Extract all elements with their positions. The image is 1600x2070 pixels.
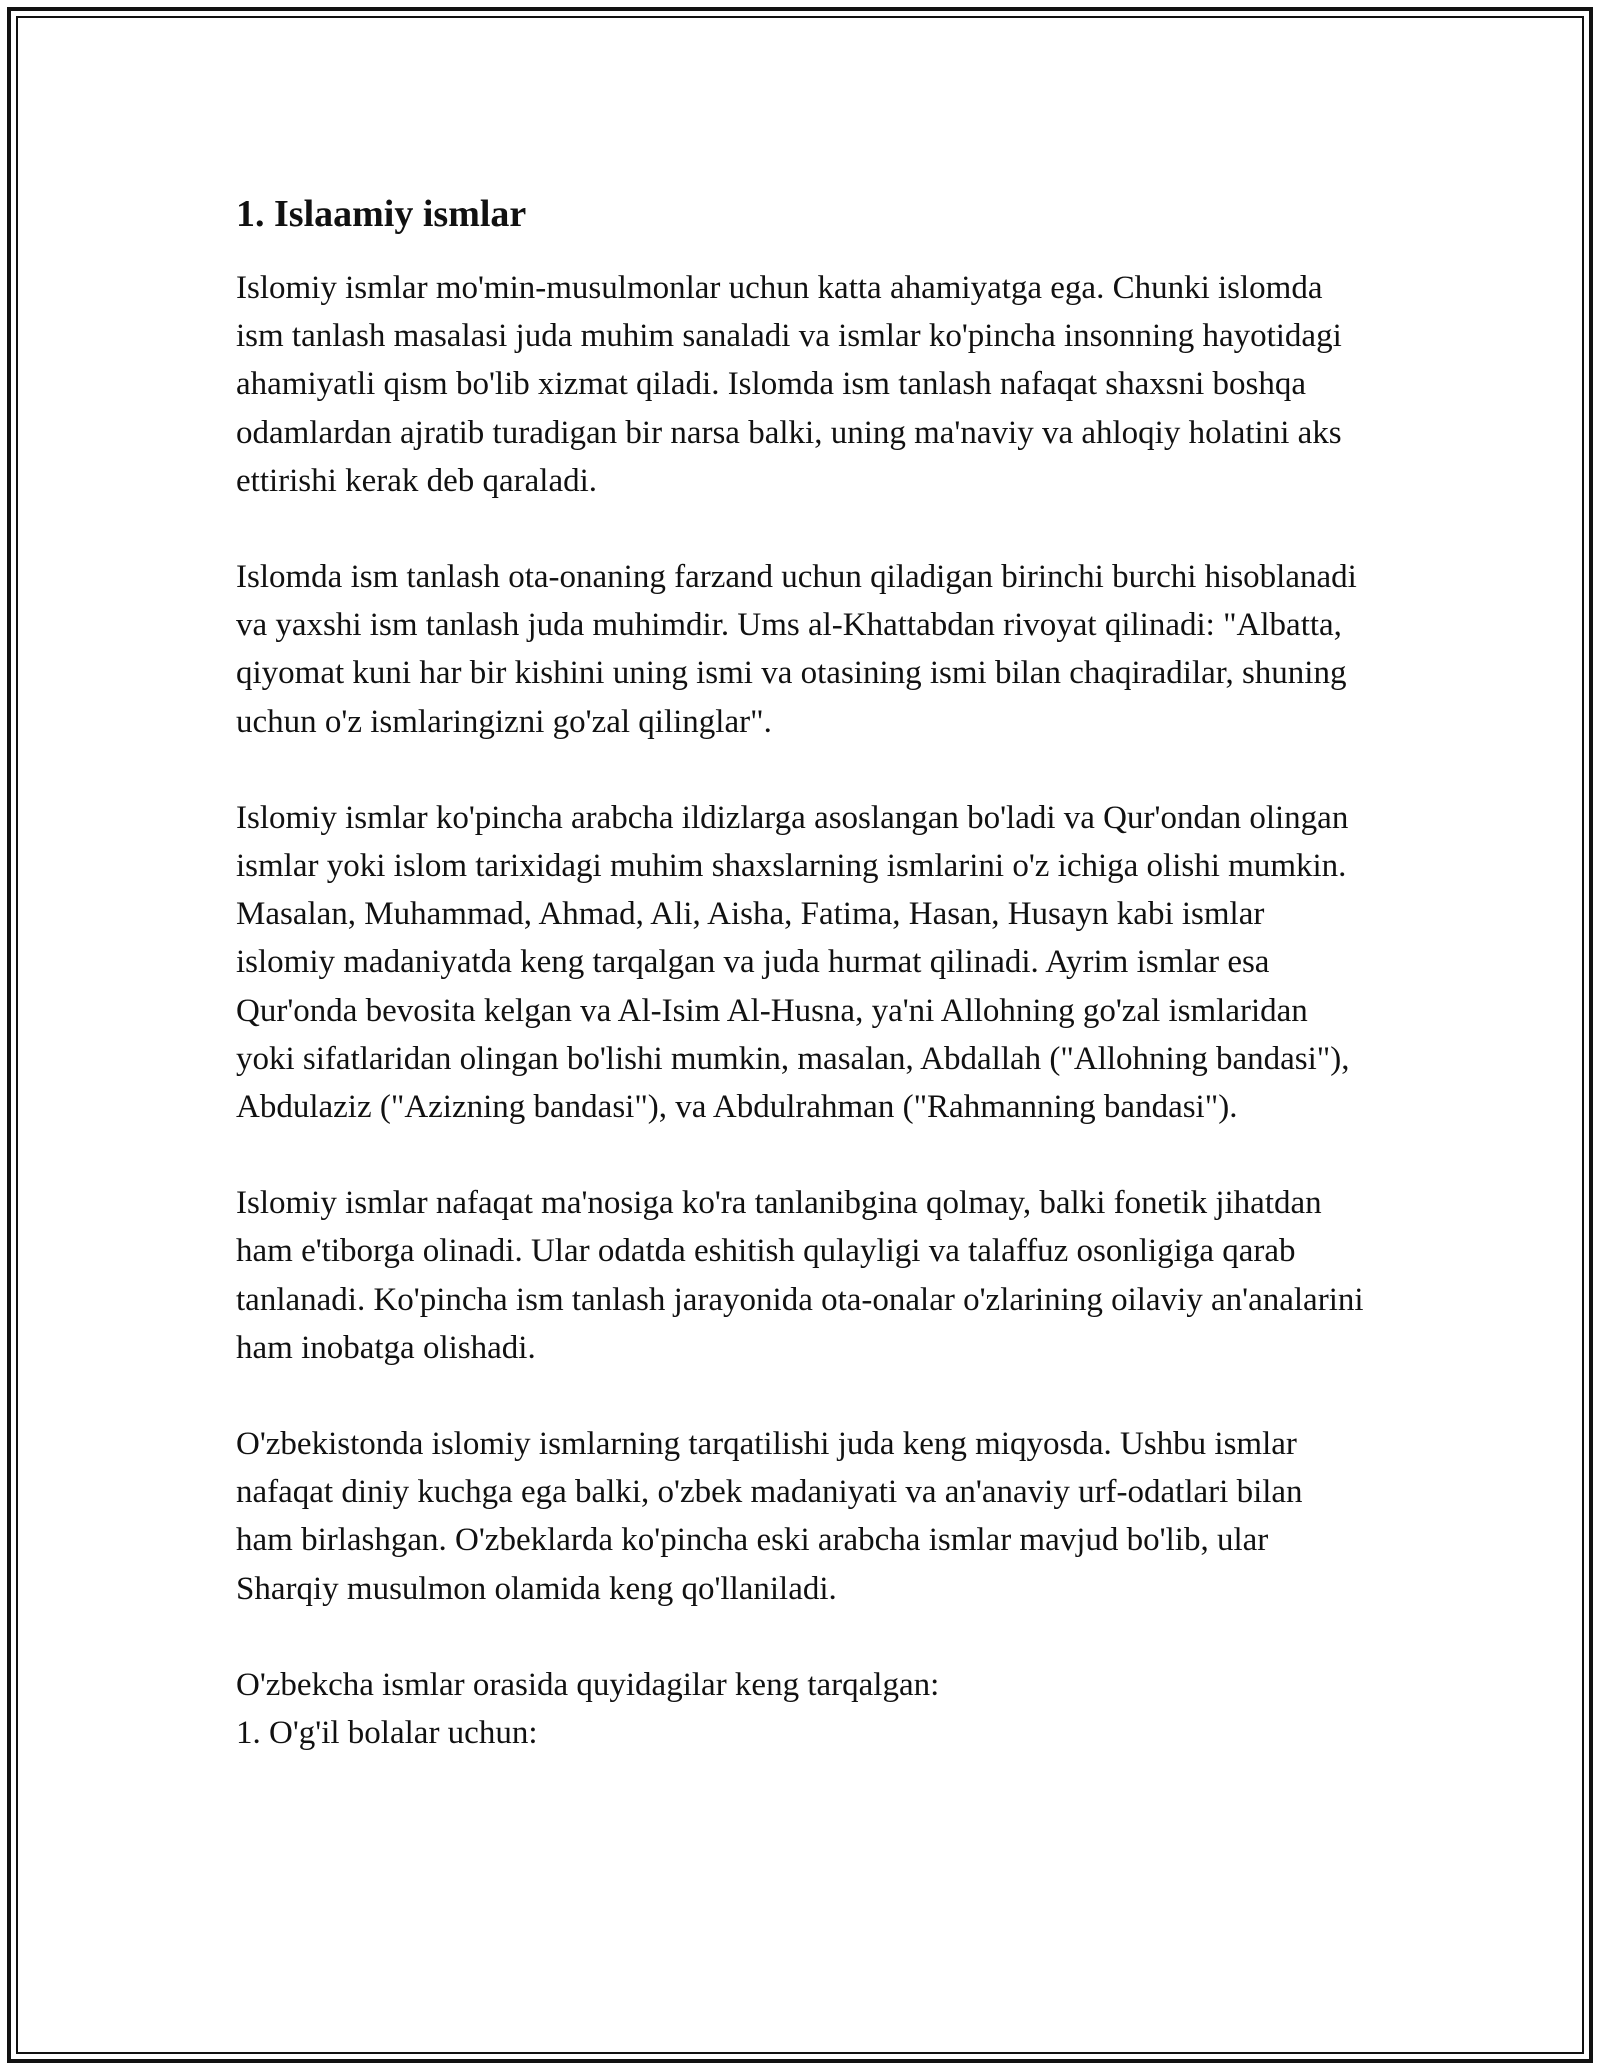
paragraph-naming-duty: Islomda ism tanlash ota-onaning farzand uchun qiladigan birinchi burchi hisoblanadi va yaxshi ism tanlash juda muhimdir. Ums al-Khattabdan rivoyat qilinadi: "Albatta, qiyomat kuni har bir kishini uning ismi va otasining ismi bilan chaqiradilar, shuning uchun o'z ismlaringizni go'zal qilinglar". [236, 559, 1357, 740]
document-body [236, 188, 1366, 1757]
paragraph-arabic-roots: Islomiy ismlar ko'pincha arabcha ildizlarga asoslangan bo'ladi va Qur'ondan olingan ismlar yoki islom tarixidagi muhim shaxslarning ismlarini o'z ichiga olishi mumkin. Masalan, Muhammad, Ahmad, Ali, Aisha, Fatima, Hasan, Husayn kabi ismlar islomiy madaniyatda keng tarqalgan va juda hurmat qilinadi. Ayrim ismlar esa Qur'onda bevosita kelgan va Al-Isim Al-Husna, ya'ni Allohning go'zal ismlaridan yoki sifatlaridan olingan bo'lishi mumkin, masalan, Abdallah ("Allohning bandasi"), Abdulaziz ("Azizning bandasi"), va Abdulrahman ("Rahmanning bandasi"). [236, 799, 1350, 1126]
list-item-boys: 1. O'g'il bolalar uchun: [236, 1715, 538, 1752]
list-intro-line: O'zbekcha ismlar orasida quyidagilar keng tarqalgan: [236, 1666, 940, 1703]
paragraph-phonetics: Islomiy ismlar nafaqat ma'nosiga ko'ra tanlanibgina qolmay, balki fonetik jihatdan ham e'tiborga olinadi. Ular odatda eshitish qulayligi va talaffuz osonligiga qarab tanlanadi. Ko'pincha ism tanlash jarayonida ota-onalar o'zlarining oilaviy an'analarini ham inobatga olishadi. [236, 1185, 1364, 1366]
paragraph-intro: Islomiy ismlar mo'min-musulmonlar uchun katta ahamiyatga ega. Chunki islomda ism tanlash masalasi juda muhim sanaladi va ismlar ko'pincha insonning hayotidagi ahamiyatli qism bo'lib xizmat qiladi. Islomda ism tanlash nafaqat shaxsni boshqa odamlardan ajratib turadigan bir narsa balki, uning ma'naviy va ahloqiy holatini aks ettirishi kerak deb qaraladi. [236, 270, 1342, 499]
paragraph-uzbekistan: O'zbekistonda islomiy ismlarning tarqatilishi juda keng miqyosda. Ushbu ismlar nafaqat diniy kuchga ega balki, o'zbek madaniyati va an'anaviy urf-odatlari bilan ham birlashgan. O'zbeklarda ko'pincha eski arabcha ismlar mavjud bo'lib, ular Sharqiy musulmon olamida keng qo'llaniladi. [236, 1426, 1303, 1607]
section-heading: 1. Islaamiy ismlar [236, 193, 527, 235]
